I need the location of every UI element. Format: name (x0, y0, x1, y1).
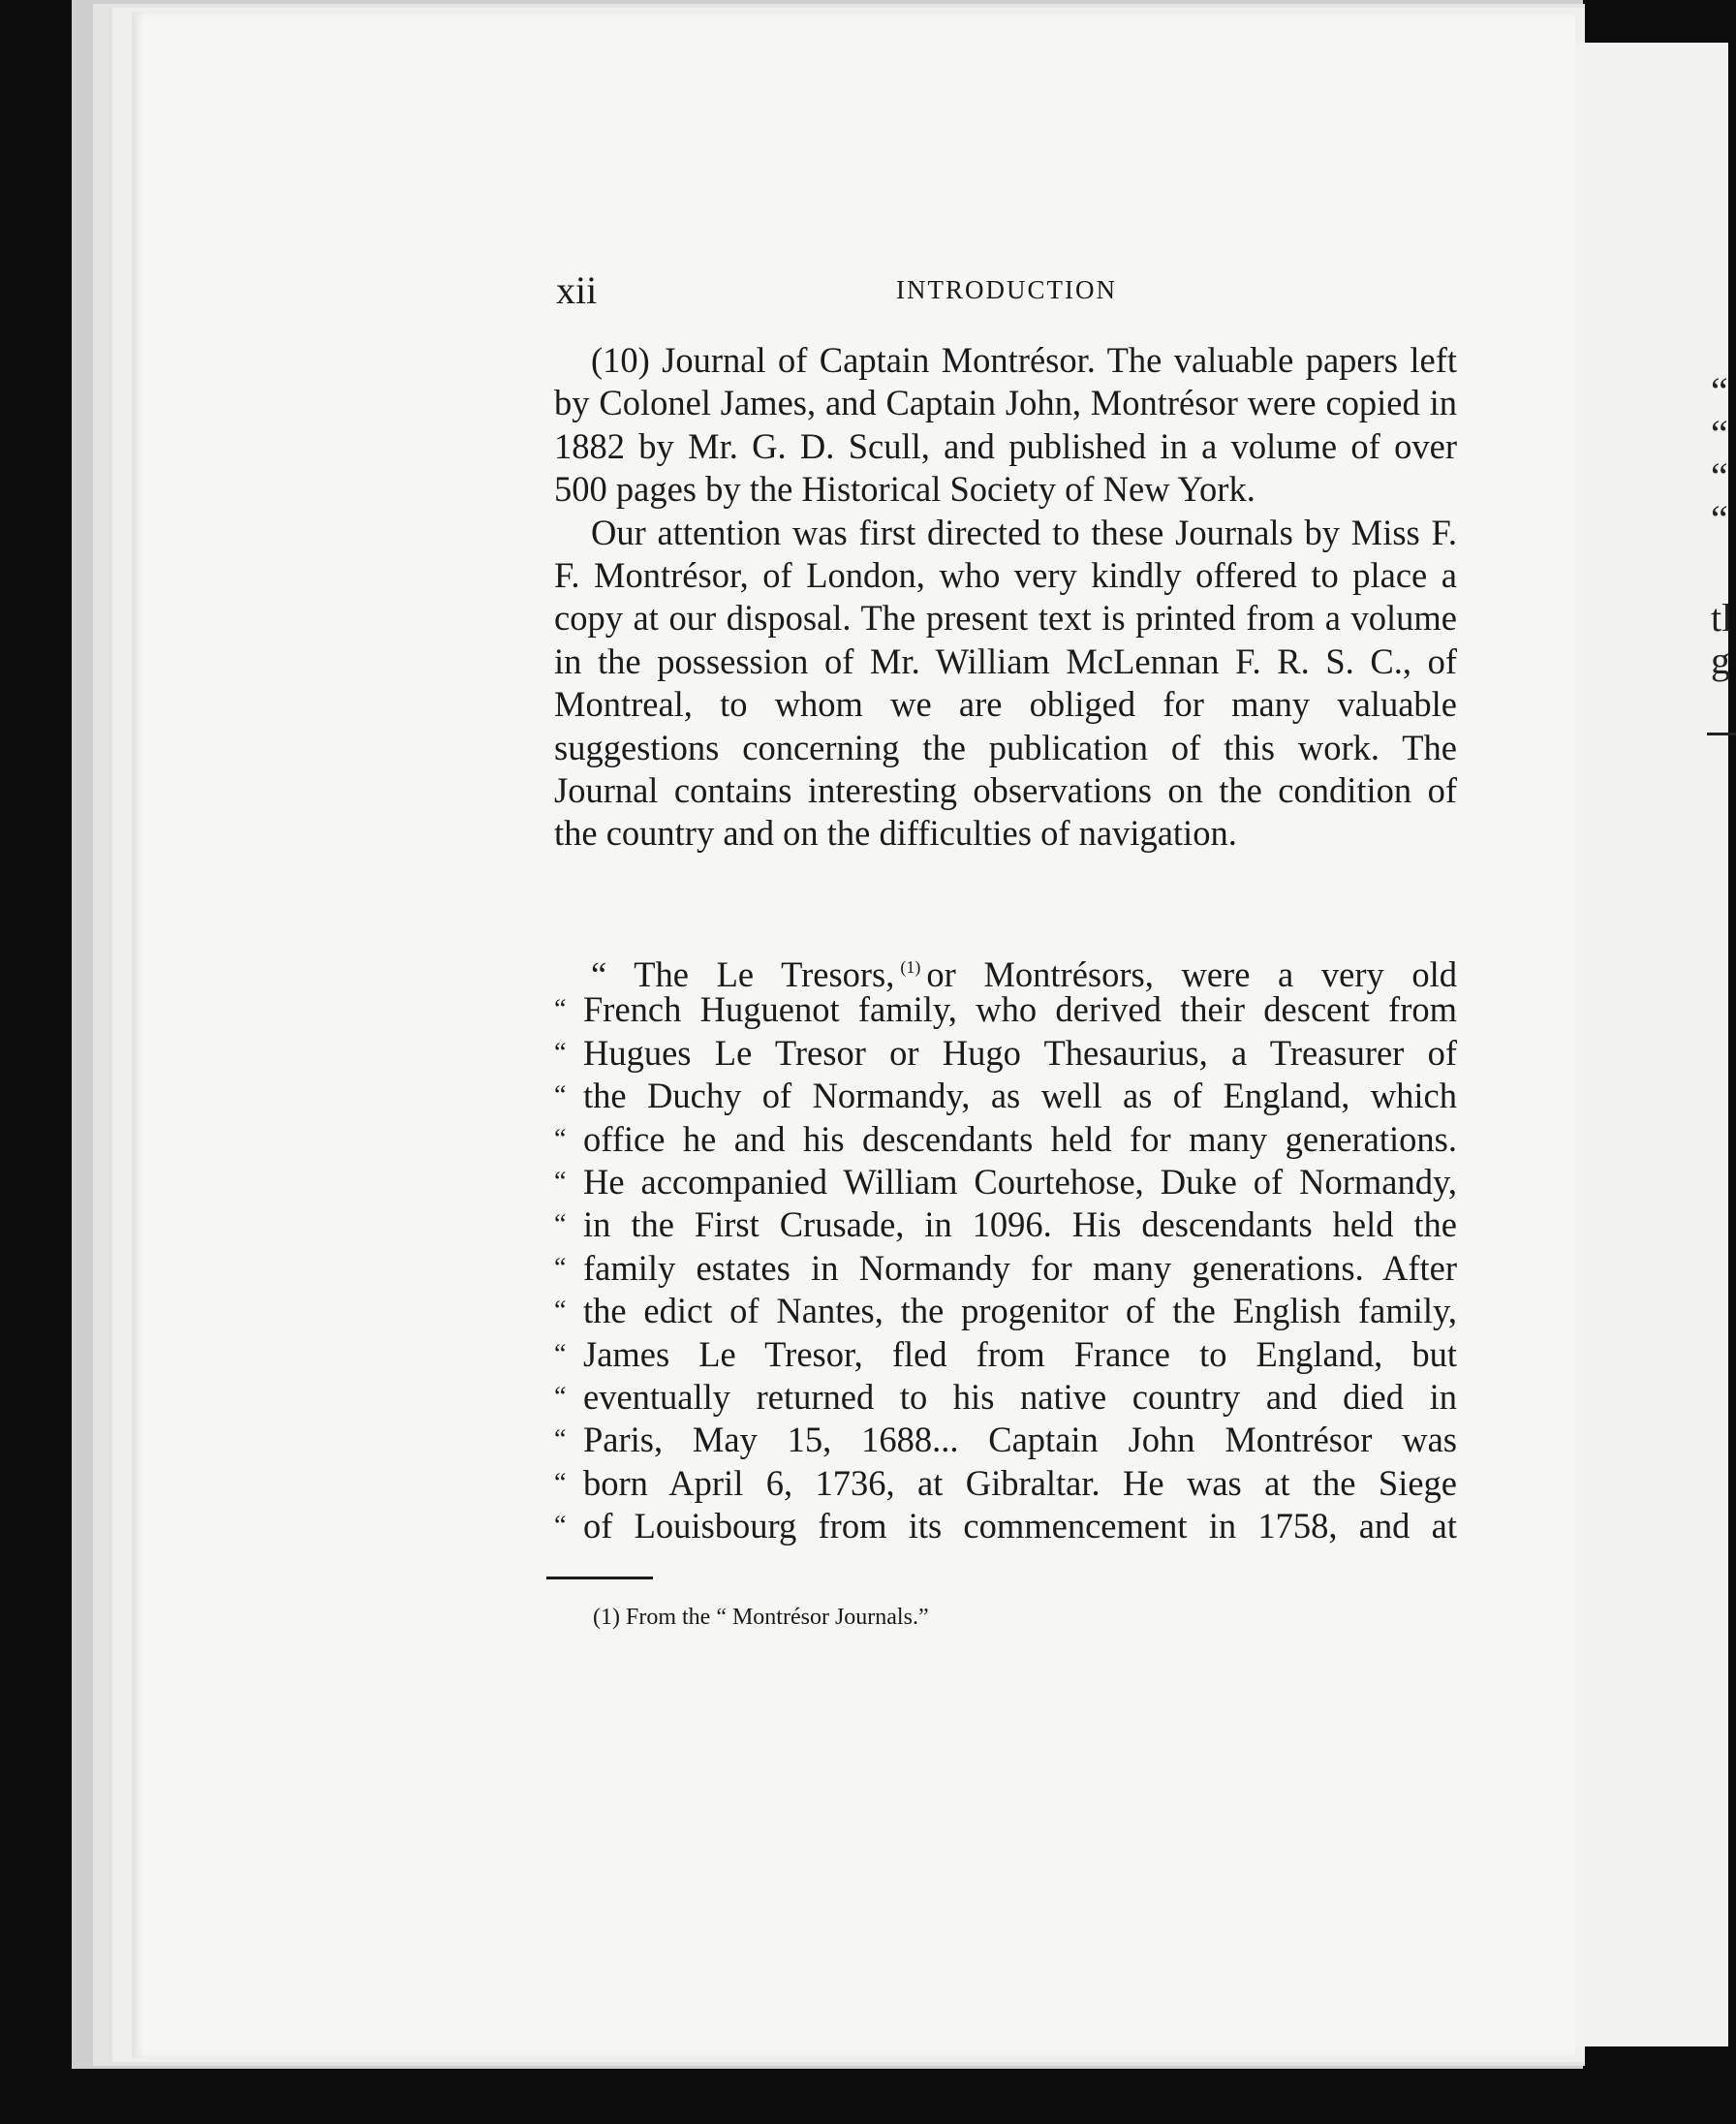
quote-mark: “ (554, 1166, 567, 1197)
body-text (554, 339, 1457, 856)
facing-page-fragment: “ (1711, 369, 1728, 413)
quote-line-text (583, 946, 1458, 994)
quotation-block (554, 946, 1457, 1547)
facing-page-fragment: “ (1711, 454, 1728, 498)
quote-line-text: the Duchy of Normandy, as well as of England, which (583, 1076, 1457, 1116)
quote-line (554, 946, 1458, 994)
quote-line (554, 1075, 1457, 1117)
quote-mark: “ (554, 1511, 567, 1542)
quote-line-text: Paris, May 15, 1688... Captain John Montrésor was (583, 1420, 1457, 1460)
quote-line-text: office he and his descendants held for many generations. (583, 1118, 1457, 1159)
quote-line (554, 1032, 1457, 1075)
paragraph: Our attention was first directed to these Journals by Miss F. F. Montrésor, of London, who very kindly offered to place a copy at our disposal. The present text is printed from a volume in the possession of Mr. William McLennan F. R. S. C., of Montreal, to whom we are obliged for many valuable suggestions concerning the publication of this work. The Journal contains interesting observations on the condition of the country and on the difficulties of navigation. (554, 512, 1457, 854)
quote-line (554, 1462, 1457, 1505)
quote-line (554, 1118, 1457, 1161)
quote-line-text: in the First Crusade, in 1096. His descendants held the (583, 1204, 1457, 1245)
quote-line (554, 1161, 1457, 1203)
quote-line-text: born April 6, 1736, at Gibraltar. He was at the Siege (583, 1462, 1457, 1503)
page-header (556, 267, 1457, 316)
quote-line-text: French Huguenot family, who derived their descent from (583, 989, 1457, 1030)
quote-open-mark: “ (591, 954, 607, 994)
quote-mark: “ (554, 994, 567, 1025)
quote-line-text: of Louisbourg from its commencement in 1758, and at (583, 1506, 1457, 1546)
quote-first-text-cont: or Montrésors, were a very old (926, 954, 1458, 994)
facing-page-fragment: g (1711, 639, 1730, 682)
paragraph: (10) Journal of Captain Montrésor. The valuable papers left by Colonel James, and Captain John, Montrésor were copied in 1882 by Mr. G. D. Scull, and published in a volume of over 500 pages by the Historical Society of New York. (554, 340, 1457, 510)
facing-page-edge (1575, 43, 1733, 2046)
quote-line (554, 1333, 1457, 1376)
quote-mark: “ (554, 1123, 567, 1154)
quote-mark: “ (554, 1252, 567, 1283)
facing-page-fragment: “ (1711, 412, 1728, 455)
footnote-rule (546, 1577, 653, 1579)
quote-line-text: eventually returned to his native country and died in (583, 1376, 1457, 1417)
quote-line (554, 1290, 1457, 1332)
footnote-ref: (1) (900, 957, 921, 977)
quote-mark: “ (554, 1338, 567, 1369)
quote-line (554, 1376, 1457, 1419)
facing-page-fragment: tl (1711, 596, 1733, 640)
quote-line-text: He accompanied William Courtehose, Duke of Normandy, (583, 1161, 1457, 1202)
running-head: INTRODUCTION (896, 275, 1117, 304)
quote-mark: “ (554, 1037, 567, 1068)
quote-line (554, 988, 1457, 1031)
facing-page-fragment: “ (1711, 497, 1728, 541)
footnote: (1) From the “ Montrésor Journals.” (593, 1605, 929, 1630)
quote-mark: “ (554, 1381, 567, 1412)
quote-mark: “ (554, 1080, 567, 1111)
quote-mark: “ (554, 1209, 567, 1240)
quote-line-text: Hugues Le Tresor or Hugo Thesaurius, a Treasurer of (583, 1032, 1457, 1073)
quote-mark: “ (554, 1467, 567, 1498)
quote-line (554, 1505, 1457, 1547)
quote-line (554, 1203, 1457, 1246)
quote-line (554, 1419, 1457, 1461)
quote-mark: “ (554, 1424, 567, 1455)
page-number: xii (556, 268, 598, 312)
quote-mark: “ (554, 1296, 567, 1327)
quote-first-text: The Le Tresors, (634, 954, 895, 994)
quote-line-text: family estates in Normandy for many generations. After (583, 1247, 1457, 1288)
quote-line-text: James Le Tresor, fled from France to England, but (583, 1333, 1457, 1374)
quote-line (554, 1247, 1457, 1290)
quote-mark (554, 946, 583, 988)
facing-page-rule (1707, 733, 1736, 735)
quote-line-text: the edict of Nantes, the progenitor of the English family, (583, 1291, 1457, 1331)
